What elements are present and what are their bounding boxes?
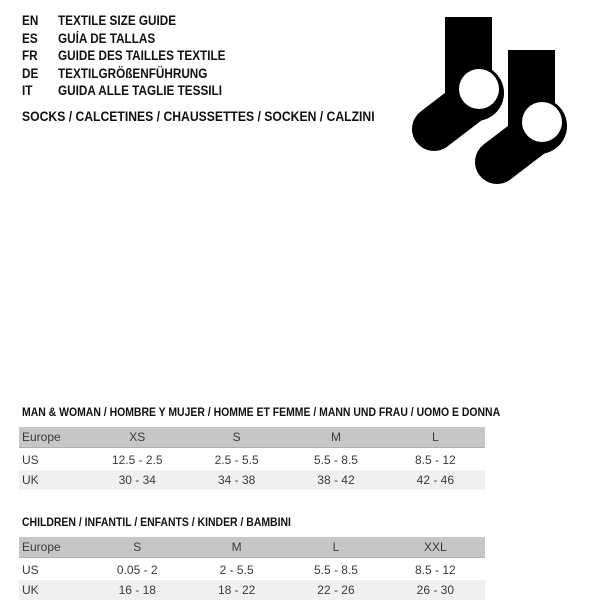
header-cell-size: M bbox=[330, 430, 341, 444]
row-label: UK bbox=[22, 473, 39, 487]
lang-code: DE bbox=[22, 65, 39, 81]
size-table-children bbox=[19, 516, 485, 600]
size-value: 42 - 46 bbox=[416, 473, 455, 487]
table-header-row bbox=[19, 427, 485, 448]
table-row-us bbox=[19, 560, 485, 580]
size-value: 5.5 - 8.5 bbox=[313, 563, 358, 577]
size-value: 34 - 38 bbox=[217, 473, 256, 487]
lang-code: EN bbox=[22, 13, 39, 28]
lang-row-de bbox=[22, 65, 251, 83]
header-cell-size: S bbox=[133, 540, 142, 554]
table-row-uk bbox=[19, 580, 485, 600]
size-value: 5.5 - 8.5 bbox=[313, 453, 358, 467]
size-value: 2.5 - 5.5 bbox=[214, 453, 259, 467]
table-row-uk bbox=[19, 470, 485, 490]
lang-label: GUIDE DES TAILLES TEXTILE bbox=[58, 48, 226, 63]
size-value: 8.5 - 12 bbox=[414, 563, 456, 577]
table-title: MAN & WOMAN / HOMBRE Y MUJER / HOMME ET FEMME / MANN UND FRAU / UOMO E DONNA bbox=[22, 405, 501, 419]
lang-row-en bbox=[22, 12, 251, 30]
row-label: US bbox=[22, 563, 39, 577]
row-label: US bbox=[22, 453, 39, 467]
row-label: UK bbox=[22, 583, 39, 597]
size-value: 16 - 18 bbox=[118, 583, 156, 597]
header-cell-size: L bbox=[332, 540, 340, 554]
size-value: 22 - 26 bbox=[317, 583, 355, 597]
socks-icon-svg bbox=[405, 10, 590, 195]
lang-code: ES bbox=[22, 30, 38, 46]
header-cell-region: Europe bbox=[22, 540, 61, 554]
category-heading: SOCKS / CALCETINES / CHAUSSETTES / SOCKEN / CALZINI bbox=[22, 108, 375, 124]
lang-row-fr bbox=[22, 47, 251, 65]
header-cell-region: Europe bbox=[22, 430, 61, 444]
table-header-row bbox=[19, 537, 485, 558]
lang-label: TEXTILE SIZE GUIDE bbox=[58, 13, 177, 28]
lang-code: FR bbox=[22, 48, 38, 63]
header-cell-size: XXL bbox=[423, 540, 447, 554]
lang-label: GUÍA DE TALLAS bbox=[58, 30, 156, 46]
size-value: 8.5 - 12 bbox=[414, 453, 456, 467]
lang-label: TEXTILGRÖßENFÜHRUNG bbox=[58, 65, 208, 81]
size-value: 30 - 34 bbox=[118, 473, 156, 487]
lang-label: GUIDA ALLE TAGLIE TESSILI bbox=[58, 83, 222, 98]
size-value: 2 - 5.5 bbox=[219, 563, 254, 577]
size-value: 38 - 42 bbox=[317, 473, 355, 487]
size-table-adult bbox=[19, 405, 501, 490]
header-cell-size: XS bbox=[129, 430, 146, 444]
socks-icon bbox=[405, 10, 590, 195]
table-title: CHILDREN / INFANTIL / ENFANTS / KINDER / BAMBINI bbox=[22, 515, 291, 529]
lang-code: IT bbox=[22, 83, 33, 98]
size-value: 26 - 30 bbox=[416, 583, 455, 597]
size-value: 0.05 - 2 bbox=[116, 563, 158, 577]
header-cell-size: S bbox=[232, 430, 241, 444]
table-row-us bbox=[19, 450, 485, 470]
size-value: 12.5 - 2.5 bbox=[111, 453, 163, 467]
header-cell-size: M bbox=[231, 540, 242, 554]
language-legend bbox=[22, 12, 251, 100]
lang-row-es bbox=[22, 30, 251, 48]
header-cell-size: L bbox=[431, 430, 439, 444]
lang-row-it bbox=[22, 82, 251, 100]
size-value: 18 - 22 bbox=[217, 583, 256, 597]
